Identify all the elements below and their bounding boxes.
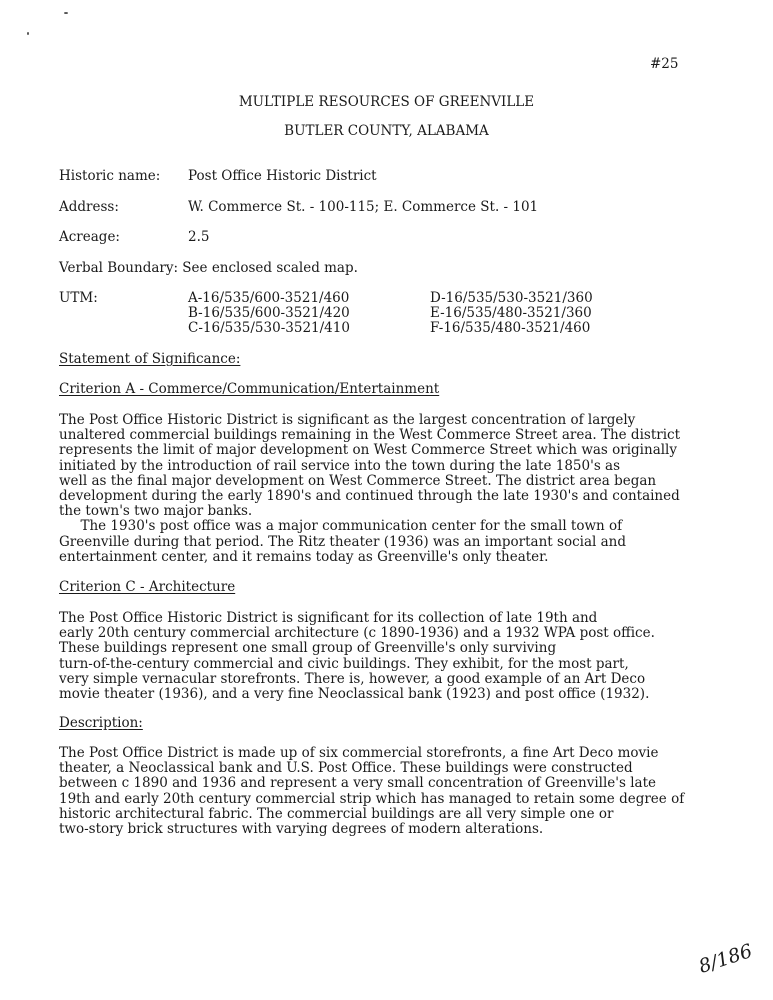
utm-coordinate: D-16/535/530-3521/360 (430, 290, 593, 306)
text-line: The 1930's post office was a major communication center for the small town of (59, 518, 623, 535)
criterion-c-heading: Criterion C - Architecture (59, 579, 236, 595)
document-title: MULTIPLE RESOURCES OF GREENVILLE (238, 94, 535, 110)
text-line: These buildings represent one small group of Greenville's only surviving (59, 640, 557, 657)
text-line: The Post Office Historic District is significant for its collection of late 19th and (59, 610, 598, 626)
utm-coordinate: F-16/535/480-3521/460 (430, 320, 591, 336)
text-line: 19th and early 20th century commercial strip which has managed to retain some degree of (59, 790, 685, 807)
criterion-c-paragraph (59, 611, 739, 702)
text-line: between c 1890 and 1936 and represent a very small concentration of Greenville's late (59, 775, 656, 792)
text-line: The Post Office District is made up of six commercial storefronts, a fine Art Deco movie (59, 745, 659, 761)
text-line: entertainment center, and it remains today as Greenville's only theater. (59, 548, 549, 565)
text-line: movie theater (1936), and a very fine Neoclassical bank (1923) and post office (1932). (59, 686, 650, 703)
address-label: Address: (59, 199, 119, 215)
criterion-a-paragraph (59, 413, 739, 565)
address-value: W. Commerce St. - 100-115; E. Commerce St. - 101 (188, 199, 539, 215)
utm-coordinate: B-16/535/600-3521/420 (188, 305, 350, 321)
text-line: theater, a Neoclassical bank and U.S. Post Office. These buildings were constructed (59, 760, 633, 777)
utm-coordinate: E-16/535/480-3521/360 (430, 305, 592, 321)
utm-coordinate: C-16/535/530-3521/410 (188, 320, 350, 336)
handwritten-note: 8/186 (696, 940, 756, 978)
scan-speck (64, 12, 68, 14)
county-subtitle: BUTLER COUNTY, ALABAMA (284, 123, 489, 139)
text-line: Greenville during that period. The Ritz theater (1936) was an important social and (59, 533, 626, 550)
utm-coordinate: A-16/535/600-3521/460 (188, 290, 350, 306)
verbal-boundary: Verbal Boundary: See enclosed scaled map. (59, 260, 358, 276)
text-line: The Post Office Historic District is significant as the largest concentration of largely (59, 412, 636, 428)
utm-label: UTM: (59, 290, 98, 306)
text-line: the town's two major banks. (59, 503, 253, 520)
description-paragraph (59, 746, 739, 837)
text-line: two-story brick structures with varying degrees of modern alterations. (59, 821, 544, 838)
acreage-value: 2.5 (188, 229, 210, 245)
significance-heading: Statement of Significance: (59, 351, 241, 367)
text-line: represents the limit of major development on West Commerce Street which was originally (59, 442, 678, 459)
text-line: turn-of-the-century commercial and civic buildings. They exhibit, for the most part, (59, 655, 629, 672)
acreage-label: Acreage: (59, 229, 120, 245)
text-line: historic architectural fabric. The commercial buildings are all very simple one or (59, 805, 614, 822)
page-number: #25 (650, 56, 679, 72)
text-line: early 20th century commercial architecture (c 1890-1936) and a 1932 WPA post office. (59, 625, 655, 642)
text-line: well as the final major development on West Commerce Street. The district area began (59, 472, 657, 489)
text-line: development during the early 1890's and continued through the late 1930's and contained (59, 488, 680, 505)
historic-name-label: Historic name: (59, 168, 161, 184)
scan-speck (27, 32, 29, 35)
text-line: very simple vernacular storefronts. There is, however, a good example of an Art Deco (59, 670, 646, 687)
text-line: unaltered commercial buildings remaining in the West Commerce Street area. The district (59, 427, 680, 444)
text-line: initiated by the introduction of rail service into the town during the late 1850's as (59, 457, 621, 474)
historic-name-value: Post Office Historic District (188, 168, 377, 184)
criterion-a-heading: Criterion A - Commerce/Communication/Entertainment (59, 381, 440, 397)
description-heading: Description: (59, 715, 143, 731)
